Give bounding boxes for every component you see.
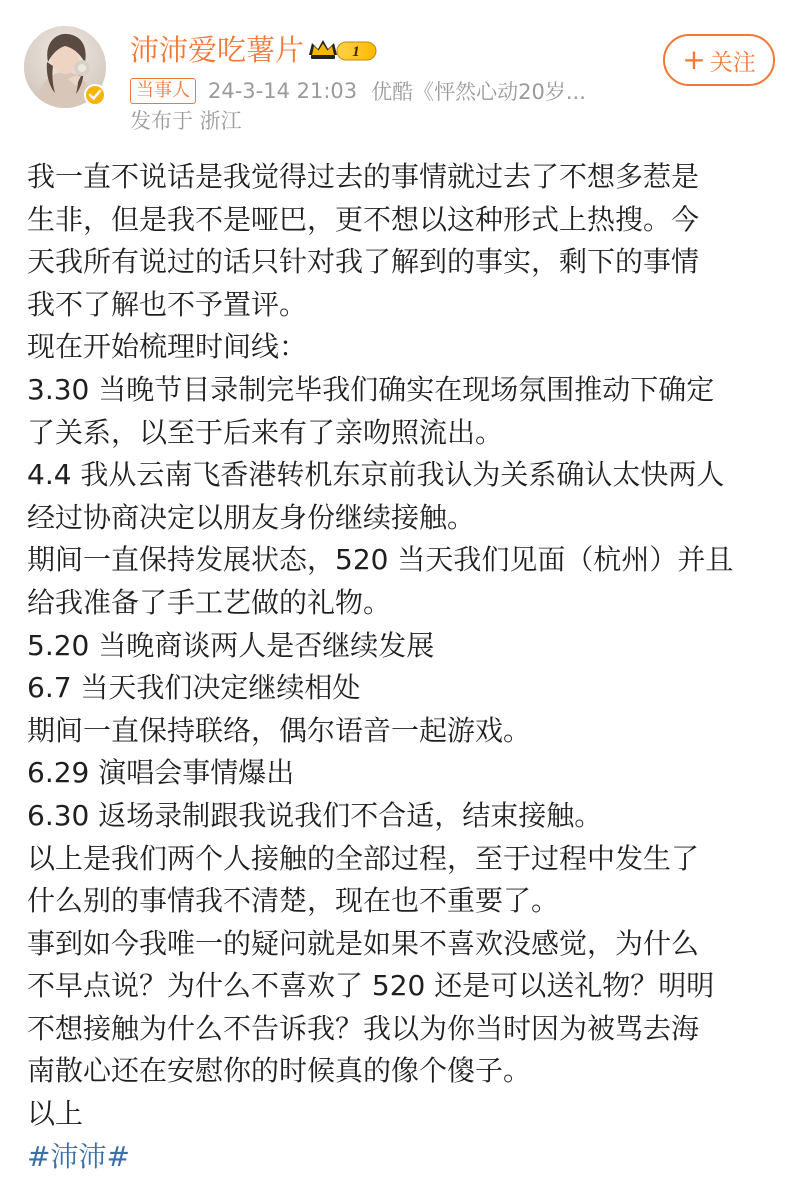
post-line: 以上是我们两个人接触的全部过程，至于过程中发生了 xyxy=(27,841,700,875)
post-body xyxy=(27,156,777,1178)
hashtag-link[interactable]: #沛沛# xyxy=(27,1139,130,1173)
post-line: 什么别的事情我不清楚，现在也不重要了。 xyxy=(27,884,560,918)
role-tag: 当事人 xyxy=(130,78,196,104)
post-line: 南散心还在安慰你的时候真的像个傻子。 xyxy=(27,1054,532,1088)
post-line: 6.30 返场录制跟我说我们不合适，结束接触。 xyxy=(27,798,603,832)
post-line: 我一直不说话是我觉得过去的事情就过去了不想多惹是 xyxy=(27,160,700,193)
post-line: 天我所有说过的话只针对我了解到的事实，剩下的事情 xyxy=(27,245,700,279)
post-line: 6.29 演唱会事情爆出 xyxy=(27,756,295,790)
post-line: 5.20 当晚商谈两人是否继续发展 xyxy=(27,628,435,662)
verified-badge-icon xyxy=(84,84,106,106)
user-name[interactable]: 沛沛爱吃薯片 xyxy=(130,33,305,67)
post-line: 经过协商决定以朋友身份继续接触。 xyxy=(27,500,476,534)
post-line: 3.30 当晚节目录制完毕我们确实在现场氛围推动下确定 xyxy=(27,372,715,406)
post-line: 事到如今我唯一的疑问就是如果不喜欢没感觉，为什么 xyxy=(27,926,700,960)
hashtag-line xyxy=(27,1136,777,1179)
post-time: 24-3-14 21:03 xyxy=(208,79,358,103)
post-line: 给我准备了手工艺做的礼物。 xyxy=(27,585,392,619)
post-line: 生非，但是我不是哑巴，更不想以这种形式上热搜。今 xyxy=(27,202,700,236)
follow-button-label: 关注 xyxy=(709,49,756,76)
svg-text:1: 1 xyxy=(352,44,360,60)
follow-button[interactable] xyxy=(663,34,775,86)
post-line: 4.4 我从云南飞香港转机东京前我认为关系确认太快两人 xyxy=(27,458,725,492)
plus-icon: + xyxy=(682,43,706,76)
post-source[interactable]: 优酷《怦然心动20岁... xyxy=(371,80,586,104)
avatar[interactable] xyxy=(24,26,106,108)
post-line: 现在开始梳理时间线： xyxy=(27,330,308,364)
post-line: 不想接触为什么不告诉我？我以为你当时因为被骂去海 xyxy=(27,1011,700,1045)
post-line: 以上 xyxy=(27,1097,84,1131)
post-line: 6.7 当天我们决定继续相处 xyxy=(27,671,361,705)
post-line: 期间一直保持发展状态，520 当天我们见面（杭州）并且 xyxy=(27,543,734,577)
post-meta xyxy=(130,77,586,105)
post-line: 不早点说？为什么不喜欢了 520 还是可以送礼物？明明 xyxy=(27,969,715,1003)
post-line: 期间一直保持联络，偶尔语音一起游戏。 xyxy=(27,713,532,747)
post-line: 我不了解也不予置评。 xyxy=(27,287,308,321)
post-header xyxy=(0,0,800,150)
post-line: 了关系，以至于后来有了亲吻照流出。 xyxy=(27,415,504,449)
vip-level-badge-icon[interactable] xyxy=(306,35,380,65)
post-location: 发布于 浙江 xyxy=(130,109,242,133)
